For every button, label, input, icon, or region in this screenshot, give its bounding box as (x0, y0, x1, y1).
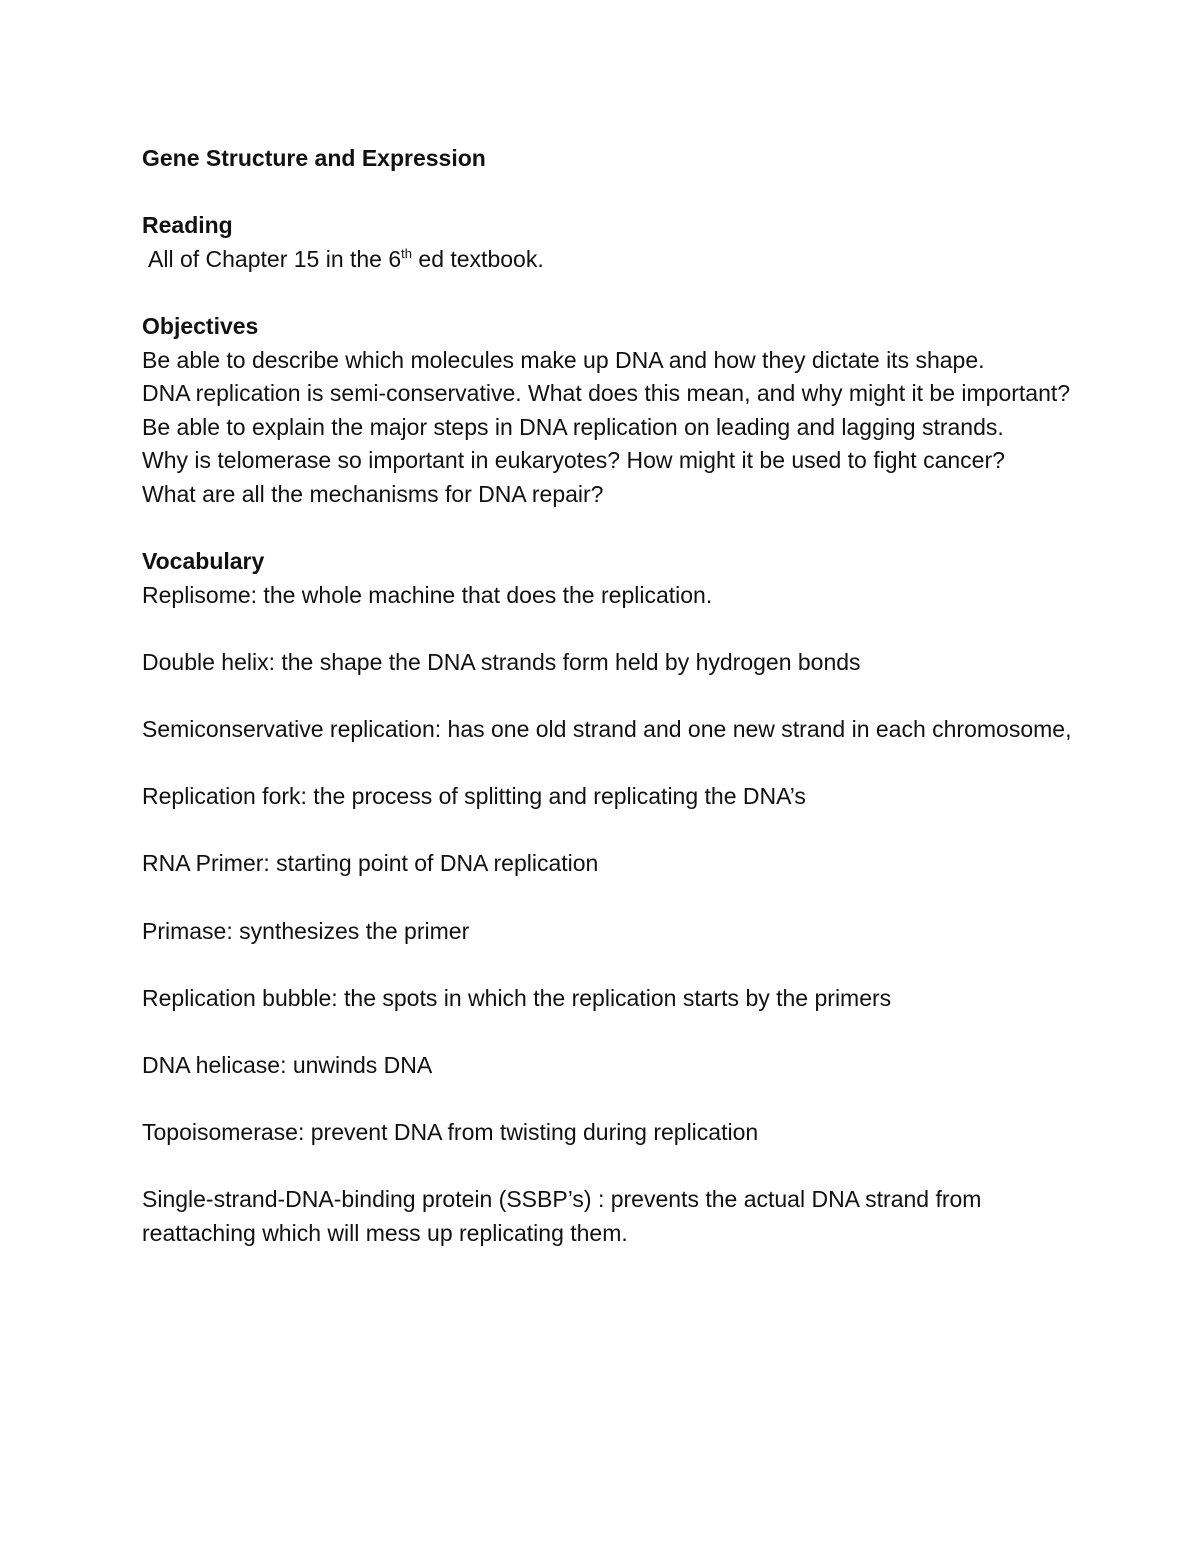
spacer (142, 1015, 1082, 1049)
spacer (142, 948, 1082, 982)
vocabulary-item: Topoisomerase: prevent DNA from twisting during replication (142, 1119, 759, 1146)
reading-superscript: th (401, 245, 413, 261)
vocabulary-item: Single-strand-DNA-binding protein (SSBP’s) : prevents the actual DNA strand from reattaching which will mess up replicating them. (142, 1186, 982, 1246)
vocabulary-item: Replication bubble: the spots in which the replication starts by the primers (142, 984, 892, 1011)
spacer (142, 1083, 1082, 1117)
reading-text-main: All of Chapter 15 in the 6 (148, 245, 402, 272)
vocabulary-item: Replisome: the whole machine that does the replication. (142, 581, 713, 608)
vocabulary-item: Replication fork: the process of splitting and replicating the DNA’s (142, 783, 806, 810)
spacer (142, 612, 1082, 646)
spacer (142, 814, 1082, 848)
spacer (142, 881, 1082, 915)
reading-text (142, 243, 1082, 277)
document-page (142, 142, 1082, 1251)
reading-text-end: ed textbook. (412, 245, 544, 272)
objective-item: Why is telomerase so important in eukaryotes? How might it be used to fight cancer? (142, 447, 1005, 474)
spacer (142, 1150, 1082, 1184)
spacer (142, 512, 1082, 546)
spacer (142, 747, 1082, 781)
spacer (142, 680, 1082, 714)
objective-item: What are all the mechanisms for DNA repair? (142, 480, 604, 507)
objectives-heading: Objectives (142, 312, 259, 339)
vocabulary-item: RNA Primer: starting point of DNA replication (142, 850, 599, 877)
document-title: Gene Structure and Expression (142, 145, 486, 171)
spacer (142, 276, 1082, 310)
vocabulary-item: Semiconservative replication: has one old strand and one new strand in each chromosome, (142, 716, 1072, 743)
objective-item: Be able to explain the major steps in DNA replication on leading and lagging strands. (142, 413, 1004, 440)
objective-item: DNA replication is semi-conservative. What does this mean, and why might it be important? (142, 380, 1071, 407)
vocabulary-item: Primase: synthesizes the primer (142, 917, 470, 944)
vocabulary-heading: Vocabulary (142, 548, 265, 575)
objective-item: Be able to describe which molecules make up DNA and how they dictate its shape. (142, 346, 985, 373)
reading-heading: Reading (142, 212, 233, 239)
vocabulary-item: DNA helicase: unwinds DNA (142, 1052, 433, 1079)
vocabulary-item: Double helix: the shape the DNA strands form held by hydrogen bonds (142, 648, 861, 675)
